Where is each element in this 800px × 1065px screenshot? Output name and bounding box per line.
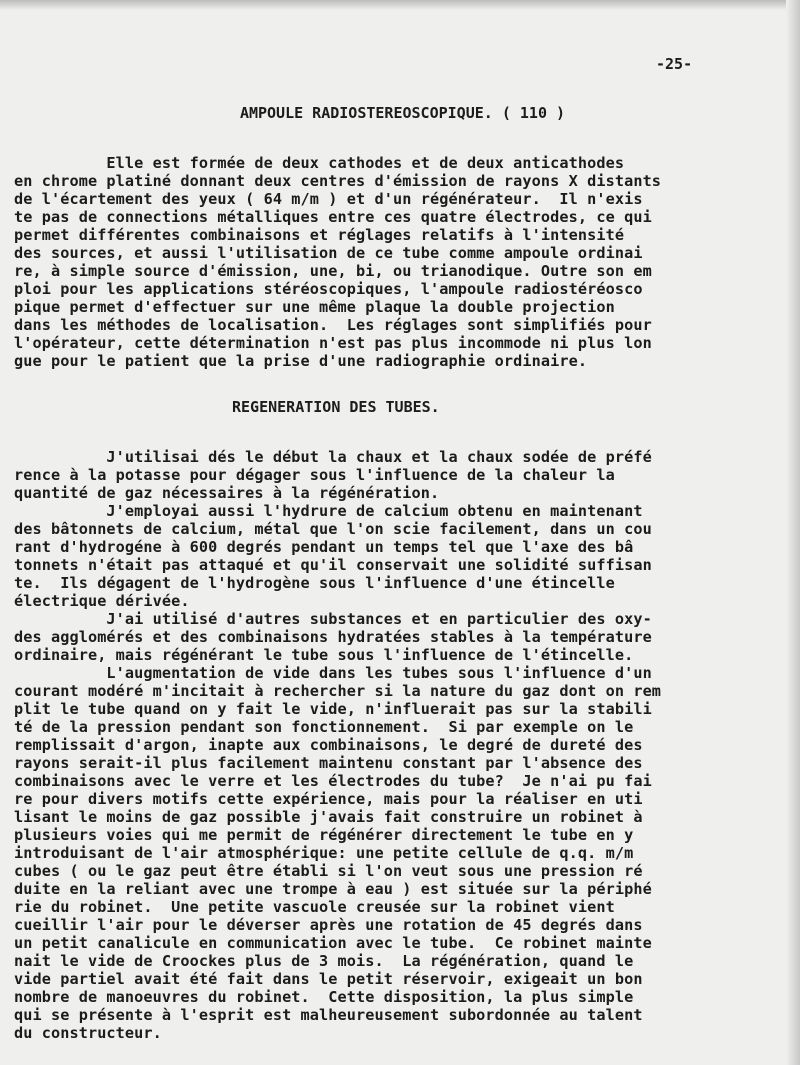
section-heading-ampoule: AMPOULE RADIOSTEREOSCOPIQUE. ( 110 ) (239, 104, 566, 122)
text-line: rayons serait-il plus facilement maintenu constant par l'absence des (14, 754, 643, 772)
text-line: gue pour le patient que la prise d'une radiographie ordinaire. (14, 352, 588, 370)
text-line: quantité de gaz nécessaires à la régénération. (14, 484, 440, 502)
text-line: l'opérateur, cette détermination n'est pas plus incommode ni plus lon (14, 334, 652, 352)
text-line: cueillir l'air pour le déverser après une rotation de 45 degrés dans (14, 916, 643, 934)
text-line: de l'écartement des yeux ( 64 m/m ) et d'un régénérateur. Il n'exis (14, 190, 643, 208)
text-line: te pas de connections métalliques entre ces quatre électrodes, ce qui (14, 208, 652, 226)
text-line: plit le tube quand on y fait le vide, n'influerait pas sur la stabili (14, 700, 652, 718)
text-line: tonnets n'était pas attaqué et qu'il conservait une solidité suffisan (14, 556, 652, 574)
text-line: J'employai aussi l'hydrure de calcium obtenu en maintenant (14, 502, 643, 520)
text-line: duite en la reliant avec une trompe à eau ) est située sur la périphé (14, 880, 652, 898)
text-line: lisant le moins de gaz possible j'avais fait construire un robinet à (14, 808, 643, 826)
text-line: qui se présente à l'esprit est malheureusement subordonnée au talent (14, 1006, 643, 1024)
text-line: cubes ( ou le gaz peut être établi si l'on veut sous une pression ré (14, 862, 643, 880)
text-line: rie du robinet. Une petite vascuole creusée sur la robinet vient (14, 898, 615, 916)
text-line: du constructeur. (14, 1024, 162, 1042)
text-line: pique permet d'effectuer sur une même plaque la double projection (14, 298, 615, 316)
text-line: L'augmentation de vide dans les tubes sous l'influence d'un (14, 664, 652, 682)
text-line: J'utilisai dés le début la chaux et la chaux sodée de préfé (14, 448, 652, 466)
text-line: dans les méthodes de localisation. Les réglages sont simplifiés pour (14, 316, 652, 334)
text-line: J'ai utilisé d'autres substances et en particulier des oxy- (14, 610, 652, 628)
text-line: des agglomérés et des combinaisons hydratées stables à la température (14, 628, 652, 646)
text-line: ordinaire, mais régénérant le tube sous l'influence de l'étincelle. (14, 646, 634, 664)
text-line: remplissait d'argon, inapte aux combinaisons, le degré de dureté des (14, 736, 643, 754)
text-line: plusieurs voies qui me permit de régénérer directement le tube en y (14, 826, 634, 844)
text-line: combinaisons avec le verre et les électrodes du tube? Je n'ai pu fai (14, 772, 652, 790)
text-line: électrique dérivée. (14, 592, 190, 610)
text-line: rence à la potasse pour dégager sous l'influence de la chaleur la (14, 466, 615, 484)
text-line: vide partiel avait été fait dans le petit réservoir, exigeait un bon (14, 970, 643, 988)
text-line: Elle est formée de deux cathodes et de deux anticathodes (14, 154, 625, 172)
text-line: re pour divers motifs cette expérience, mais pour la réaliser en uti (14, 790, 643, 808)
text-line: nombre de manoeuvres du robinet. Cette disposition, la plus simple (14, 988, 634, 1006)
text-line: courant modéré m'incitait à rechercher si la nature du gaz dont on rem (14, 682, 662, 700)
text-line: un petit canalicule en communication avec le tube. Ce robinet mainte (14, 934, 652, 952)
text-line: rant d'hydrogéne à 600 degrés pendant un temps tel que l'axe des bâ (14, 538, 634, 556)
text-line: nait le vide de Croockes plus de 3 mois. La régénération, quand le (14, 952, 634, 970)
text-line: ploi pour les applications stéréoscopiques, l'ampoule radiostéréosco (14, 280, 643, 298)
text-line: des sources, et aussi l'utilisation de ce tube comme ampoule ordinai (14, 244, 643, 262)
page-number: -25- (656, 55, 693, 73)
text-line: permet différentes combinaisons et réglages relatifs à l'intensité (14, 226, 625, 244)
text-line: té de la pression pendant son fonctionnement. Si par exemple on le (14, 718, 634, 736)
text-line: introduisant de l'air atmosphérique: une petite cellule de q.q. m/m (14, 844, 634, 862)
text-line: te. Ils dégagent de l'hydrogène sous l'influence d'une étincelle (14, 574, 615, 592)
text-line: en chrome platiné donnant deux centres d'émission de rayons X distants (14, 172, 662, 190)
text-line: re, à simple source d'émission, une, bi, ou trianodique. Outre son em (14, 262, 652, 280)
text-line: des bâtonnets de calcium, métal que l'on scie facilement, dans un cou (14, 520, 652, 538)
section-heading-regeneration: REGENERATION DES TUBES. (232, 398, 440, 416)
